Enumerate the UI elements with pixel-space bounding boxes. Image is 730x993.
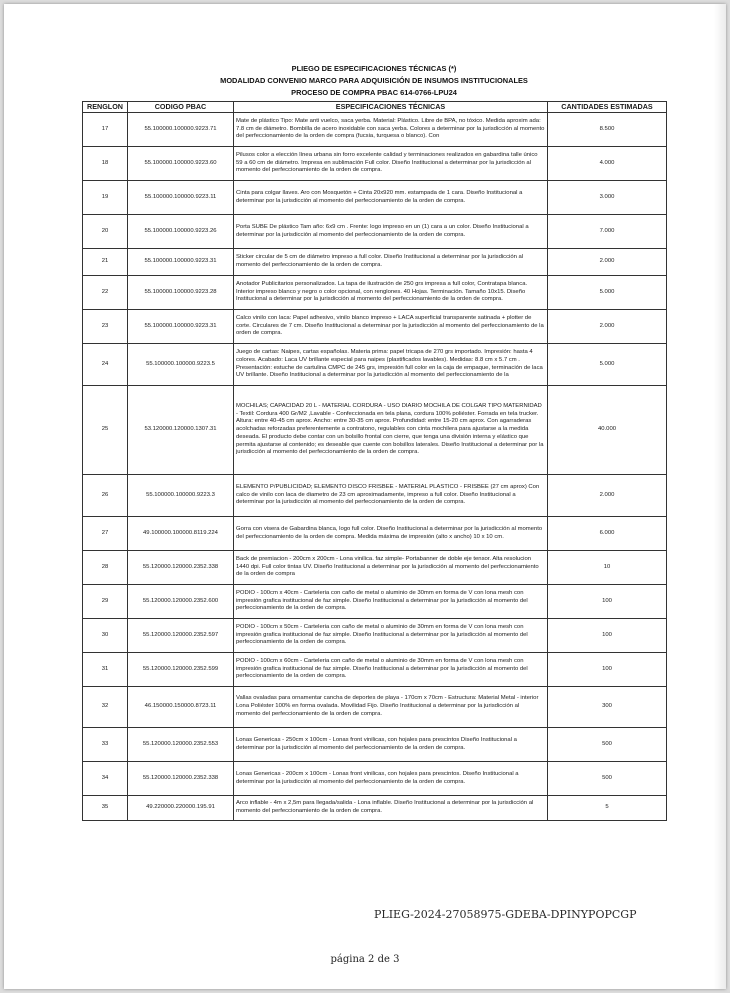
column-header-renglon: RENGLON: [83, 102, 128, 113]
process-number: PROCESO DE COMPRA PBAC 614-0766-LPU24: [291, 88, 457, 97]
specification-cell: Lonas Genericas - 250cm x 100cm - Lonas front vinilicas, con hojales para prescintos Diseño Institucional a determinar por la jurisdicción al momento del perfeccionamiento de la orden de compra.: [234, 728, 548, 762]
quantity-cell: 300: [548, 687, 667, 728]
codigo-cell: 55.100000.100000.9223.28: [128, 276, 234, 310]
column-header-especificaciones: ESPECIFICACIONES TÉCNICAS: [234, 102, 548, 113]
page-number: página 2 de 3: [330, 954, 400, 965]
specification-cell: Cinta para colgar llaves. Aro con Mosquetón + Cinta 20x920 mm. estampada de 1 cara. Diseño Institucional a determinar por la jurisdicción al momento del perfeccionamiento de la orden de compra.: [234, 181, 548, 215]
quantity-cell: 8.500: [548, 113, 667, 147]
renglon-cell: 20: [83, 215, 128, 249]
table-row: [83, 344, 667, 386]
renglon-cell: 26: [83, 475, 128, 517]
codigo-cell: 55.100000.100000.9223.5: [128, 344, 234, 386]
quantity-cell: 2.000: [548, 475, 667, 517]
specification-cell: Gorra con visera de Gabardina blanca, logo full color. Diseño Institucional a determinar por la jurisdicción al momento del perfeccionamiento de la orden de compra. Medida máxima de impresión (alto x ancho) 10 x 10 cm.: [234, 517, 548, 551]
codigo-cell: 55.120000.120000.2352.338: [128, 551, 234, 585]
renglon-cell: 17: [83, 113, 128, 147]
renglon-cell: 31: [83, 653, 128, 687]
table-row: [83, 585, 667, 619]
specifications-table: [82, 101, 667, 821]
specification-cell: Lonas Genericas - 200cm x 100cm - Lonas front vinilicas, con hojales para prescintos. Diseño Institucional a determinar por la jurisdicción al momento del perfeccionamiento de la orden de compra.: [234, 762, 548, 796]
table-row: [83, 653, 667, 687]
table-row: [83, 475, 667, 517]
table-row: [83, 147, 667, 181]
table-row: [83, 619, 667, 653]
codigo-cell: 55.120000.120000.2352.553: [128, 728, 234, 762]
renglon-cell: 33: [83, 728, 128, 762]
table-row: [83, 181, 667, 215]
table-row: [83, 276, 667, 310]
table-row: [83, 796, 667, 821]
codigo-cell: 55.100000.100000.9223.3: [128, 475, 234, 517]
table-row: [83, 310, 667, 344]
quantity-cell: 100: [548, 619, 667, 653]
specification-cell: Back de premiacion - 200cm x 200cm - Lona vinilica. faz simple- Portabanner de doble eje tensor. Alta resolucion 1440 dpi. Full color tintas UV. Diseño Institucional a determinar por la jurisdicción al momento del perfeccionamiento de la orden de compra: [234, 551, 548, 585]
quantity-cell: 500: [548, 728, 667, 762]
quantity-cell: 6.000: [548, 517, 667, 551]
table-row: [83, 762, 667, 796]
codigo-cell: 55.100000.100000.9223.11: [128, 181, 234, 215]
codigo-cell: 46.150000.150000.8723.11: [128, 687, 234, 728]
table-row: [83, 687, 667, 728]
quantity-cell: 500: [548, 762, 667, 796]
table-header-row: [83, 102, 667, 113]
codigo-cell: 55.120000.120000.2352.597: [128, 619, 234, 653]
renglon-cell: 24: [83, 344, 128, 386]
page-edge-shadow: [714, 4, 726, 989]
renglon-cell: 23: [83, 310, 128, 344]
specification-cell: MOCHILAS; CAPACIDAD 20 L - MATERIAL CORDURA - USO DIARIO MOCHILA DE COLGAR TIPO MATERNIDAD - Textil: Cordura 400 Gr/M2 ,Lavable - Confeccionada en tela plana, cordura 100% poliéster. Forrada en tela trucker. Altura: entre 40-45 cm aprox. Ancho: entre 30-35 cm aprox. Profundidad: entre 15-20 cm aprox. Con agarraderas acolchadas reforzadas preferentemente a contratono, regulables con cinta mochilera para ajustarse a la medida deseada. El producto debe contar con un bolsillo frontal con cierre, que tenga una división interna y elástico que permita ajustarse al contenido; es deseable que cuente con bolsillos laterales. Diseño Institucional a determinar por la jurisdicción al momento del perfeccionamiento de la orden de compra.: [234, 386, 548, 475]
document-page: [4, 4, 726, 989]
document-title: PLIEGO DE ESPECIFICACIONES TÉCNICAS (*): [291, 64, 457, 73]
table-row: [83, 113, 667, 147]
quantity-cell: 3.000: [548, 181, 667, 215]
column-header-codigo: CODIGO PBAC: [128, 102, 234, 113]
renglon-cell: 29: [83, 585, 128, 619]
table-row: [83, 728, 667, 762]
document-subtitle: MODALIDAD CONVENIO MARCO PARA ADQUISICIÓN DE INSUMOS INSTITUCIONALES: [220, 76, 528, 85]
codigo-cell: 55.100000.100000.9223.71: [128, 113, 234, 147]
renglon-cell: 25: [83, 386, 128, 475]
quantity-cell: 40.000: [548, 386, 667, 475]
specification-cell: Anotador Publicitarios personalizados. La tapa de ilustración de 250 grs impresa a full color, Contratapa blanca. Interior impreso blanco y negro o color opcional, con renglones. 40 Hojas. Terminación. Tamaño 10x15. Diseño Institucional a determinar por la jurisdicción al momento del perfeccionamiento de la orden de compra.: [234, 276, 548, 310]
codigo-cell: 55.100000.100000.9223.31: [128, 310, 234, 344]
quantity-cell: 10: [548, 551, 667, 585]
codigo-cell: 55.120000.120000.2352.338: [128, 762, 234, 796]
specification-cell: PODIO - 100cm x 50cm - Carteleria con caño de metal o aluminio de 30mm en forma de V con lona mesh con impresión grafica institucional de faz simple. Diseño Institucional a determinar por la jurisdicción al momento del perfeccionamiento de la orden de compra.: [234, 619, 548, 653]
specification-cell: Porta SUBE De plástico Tam año: 6x9 cm . Frente: logo impreso en un (1) cara a un color. Diseño Institucional a determinar por la jurisdicción al momento del perfeccionamiento de la orden de compra.: [234, 215, 548, 249]
codigo-cell: 55.120000.120000.2352.600: [128, 585, 234, 619]
specification-cell: Pilusos color a elección línea urbana sin forro excelente calidad y terminaciones realizados en gabardina talle único 59 a 60 cm de diámetro. Impresa en sublimación Full color. Diseño Institucional a determinar por la jurisdicción al momento del perfeccionamiento de la orden de compra.: [234, 147, 548, 181]
specification-cell: PODIO - 100cm x 40cm - Carteleria con caño de metal o aluminio de 30mm en forma de V con lona mesh con impresión grafica institucional de faz simple. Diseño Institucional a determinar por la jurisdicción al momento del perfeccionamiento de la orden de compra.: [234, 585, 548, 619]
quantity-cell: 100: [548, 653, 667, 687]
codigo-cell: 55.100000.100000.9223.31: [128, 249, 234, 276]
table-row: [83, 551, 667, 585]
specification-cell: Sticker circular de 5 cm de diámetro impreso a full color. Diseño Institucional a determinar por la jurisdicción al momento del perfeccionamiento de la orden de compra.: [234, 249, 548, 276]
codigo-cell: 49.220000.220000.195.91: [128, 796, 234, 821]
specification-cell: Mate de plástico Tipo: Mate anti vuelco, saca yerba. Material: Plástico. Libre de BPA, no tóxico. Medida aproxim ada: 7.8 cm de diámetro. Bombilla de acero inoxidable con saca yerba. Colores a determinar por la jurisdicción al momento del perfeccionamiento de la orden de compra (fucsia, turquesa o blanco). Con: [234, 113, 548, 147]
renglon-cell: 35: [83, 796, 128, 821]
codigo-cell: 55.100000.100000.9223.60: [128, 147, 234, 181]
quantity-cell: 7.000: [548, 215, 667, 249]
table-row: [83, 517, 667, 551]
table-row: [83, 215, 667, 249]
renglon-cell: 18: [83, 147, 128, 181]
specification-cell: PODIO - 100cm x 60cm - Carteleria con caño de metal o aluminio de 30mm en forma de V con lona mesh con impresión grafica institucional de faz simple. Diseño Institucional a determinar por la jurisdicción al momento del perfeccionamiento de la orden de compra.: [234, 653, 548, 687]
table-row: [83, 249, 667, 276]
quantity-cell: 5.000: [548, 344, 667, 386]
column-header-cantidades: CANTIDADES ESTIMADAS: [548, 102, 667, 113]
document-stamp: PLIEG-2024-27058975-GDEBA-DPINYPOPCGP: [374, 908, 637, 921]
quantity-cell: 5: [548, 796, 667, 821]
renglon-cell: 19: [83, 181, 128, 215]
quantity-cell: 2.000: [548, 310, 667, 344]
codigo-cell: 55.120000.120000.2352.599: [128, 653, 234, 687]
quantity-cell: 5.000: [548, 276, 667, 310]
renglon-cell: 32: [83, 687, 128, 728]
quantity-cell: 100: [548, 585, 667, 619]
codigo-cell: 55.100000.100000.9223.26: [128, 215, 234, 249]
table-row: [83, 386, 667, 475]
specification-cell: Juego de cartas: Naipes, cartas españolas. Materia prima: papel tricapa de 270 grs importado. Impresión: hasta 4 colores. Acabado: Laca UV brillante especial para naipes (plastificados lavables). Medidas: 8.8 cm x 5.7 cm . Presentación: estuche de cartulina CMPC de 245 grs, impresión full color en la caja de empaque, terminación de laca UV brillante. Diseño Institucional a determinar por la jurisdicción al momento del perfeccionamiento de la: [234, 344, 548, 386]
specification-cell: Vallas ovaladas para ornamentar cancha de deportes de playa - 170cm x 70cm - Estructura: Material Metal - interior Lona Poliéster 100% en forma ovalada. Movilidad Fijo. Diseño Institucional a determinar por la jurisdicción al momento del perfeccionamiento de la orden de compra.: [234, 687, 548, 728]
renglon-cell: 30: [83, 619, 128, 653]
codigo-cell: 49.100000.100000.8119.224: [128, 517, 234, 551]
quantity-cell: 2.000: [548, 249, 667, 276]
quantity-cell: 4.000: [548, 147, 667, 181]
renglon-cell: 28: [83, 551, 128, 585]
renglon-cell: 22: [83, 276, 128, 310]
specification-cell: ELEMENTO P/PUBLICIDAD; ELEMENTO DISCO FRISBEE - MATERIAL PLASTICO - FRISBEE (27 cm aprox) Con calco de vinilo con laca de diametro de 23 cm aproximadamente, impreso a full color. Diseño Institucional a determinar por la jurisdicción al momento del perfeccionamiento de la orden de compra.: [234, 475, 548, 517]
renglon-cell: 21: [83, 249, 128, 276]
renglon-cell: 34: [83, 762, 128, 796]
specification-cell: Calco vinilo con laca: Papel adhesivo, vinilo blanco impreso + LACA superficial transparente satinada + plotter de corte. Circulares de 7 cm. Diseño Institucional a determinar por la jurisdicción al momento del perfeccionamiento de la orden de compra.: [234, 310, 548, 344]
specification-cell: Arco inflable - 4m x 2,5m para llegada/salida - Lona inflable. Diseño Institucional a determinar por la jurisdicción al momento del perfeccionamiento de la orden de compra.: [234, 796, 548, 821]
renglon-cell: 27: [83, 517, 128, 551]
codigo-cell: 53.120000.120000.1307.31: [128, 386, 234, 475]
